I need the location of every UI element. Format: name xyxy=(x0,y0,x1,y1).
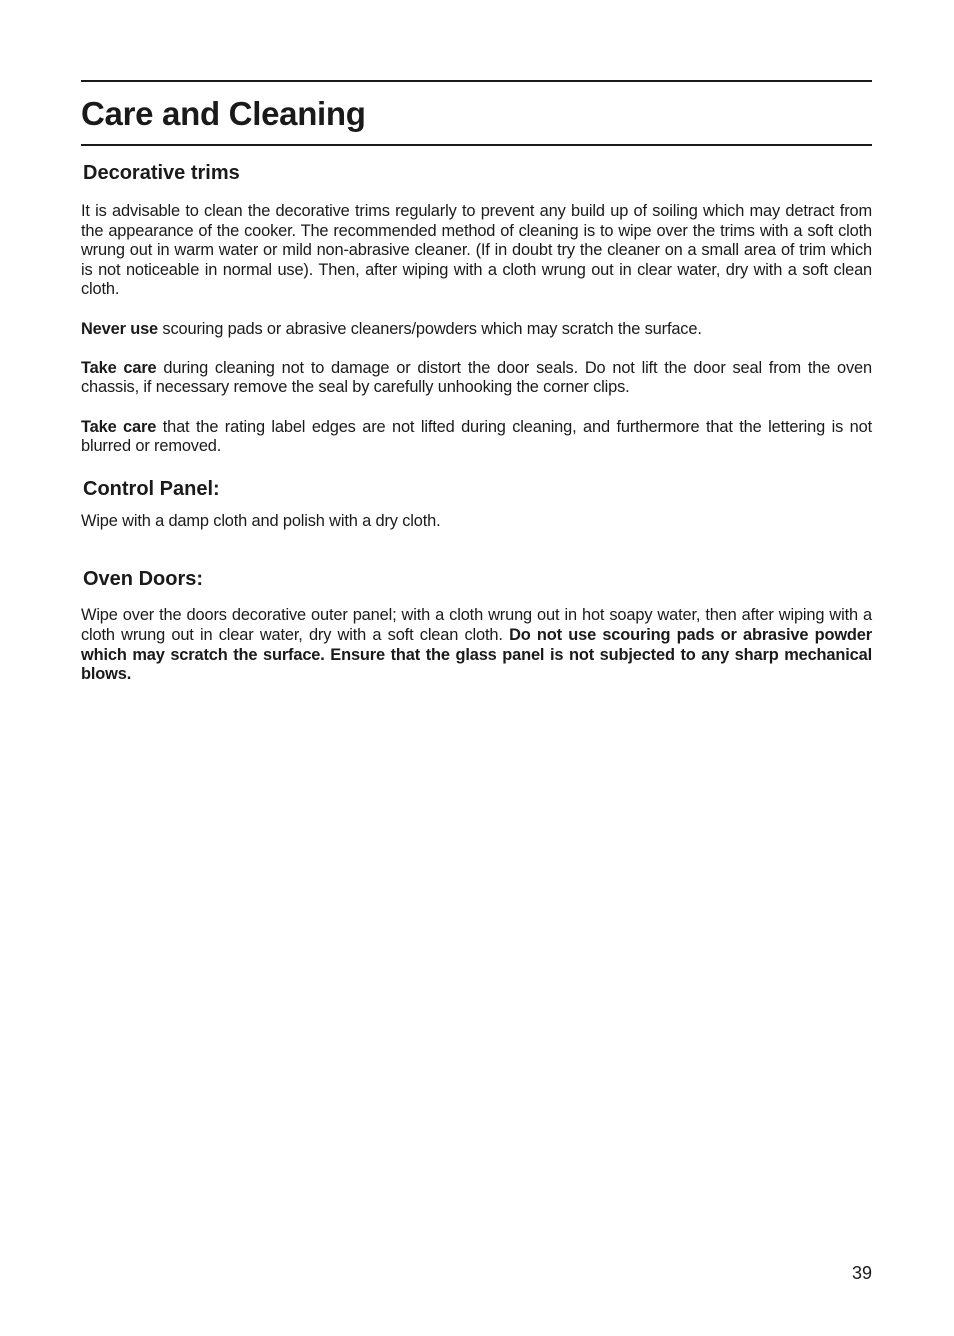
paragraph-lead: Take care xyxy=(81,358,157,377)
section-control-panel xyxy=(81,477,872,532)
section-heading: Control Panel: xyxy=(83,477,220,500)
paragraph-lead: Never use xyxy=(81,319,159,338)
paragraph-text: Wipe with a damp cloth and polish with a dry cloth. xyxy=(81,511,441,530)
paragraph-text: that the rating label edges are not lifted during cleaning, and furthermore that the lettering is not blurred or removed. xyxy=(81,417,872,456)
paragraph-bold-warning: Do not use scouring pads or abrasive powder which may scratch the surface. Ensure that the glass panel is not subjected to any sharp mechanical blows. xyxy=(81,625,872,684)
top-rule xyxy=(81,80,872,82)
paragraph-text: during cleaning not to damage or distort the door seals. Do not lift the door seal from the oven chassis, if necessary remove the seal by carefully unhooking the corner clips. xyxy=(81,358,872,397)
paragraph-text: It is advisable to clean the decorative trims regularly to prevent any build up of soiling which may detract from the appearance of the cooker. The recommended method of cleaning is to wipe over the trims with a soft cloth wrung out in warm water or mild non-abrasive cleaner. (If in doubt try the cleaner on a small area of trim which is not noticeable in normal use). Then, after wiping with a cloth wrung out in clear water, dry with a soft clean cloth. xyxy=(81,202,872,299)
section-oven-doors xyxy=(81,567,872,684)
paragraph xyxy=(81,606,872,684)
section-heading: Decorative trims xyxy=(83,162,240,184)
page-number: 39 xyxy=(851,1263,872,1283)
paragraph xyxy=(81,512,872,532)
paragraph-lead: Take care xyxy=(81,417,157,436)
paragraph xyxy=(81,320,872,340)
section-heading: Oven Doors: xyxy=(83,568,204,591)
paragraph-text: Wipe over the doors decorative outer panel; with a cloth wrung out in hot soapy water, then after wiping with a cloth wrung out in clear water, dry with a soft clean cloth. xyxy=(81,606,872,644)
page-content xyxy=(81,80,872,685)
paragraph xyxy=(81,202,872,300)
paragraph xyxy=(81,418,872,457)
paragraph-text: scouring pads or abrasive cleaners/powders which may scratch the surface. xyxy=(158,319,702,338)
section-decorative-trims xyxy=(81,161,872,457)
paragraph xyxy=(81,359,872,398)
title-underline xyxy=(81,144,872,146)
page-title: Care and Cleaning xyxy=(81,95,366,132)
